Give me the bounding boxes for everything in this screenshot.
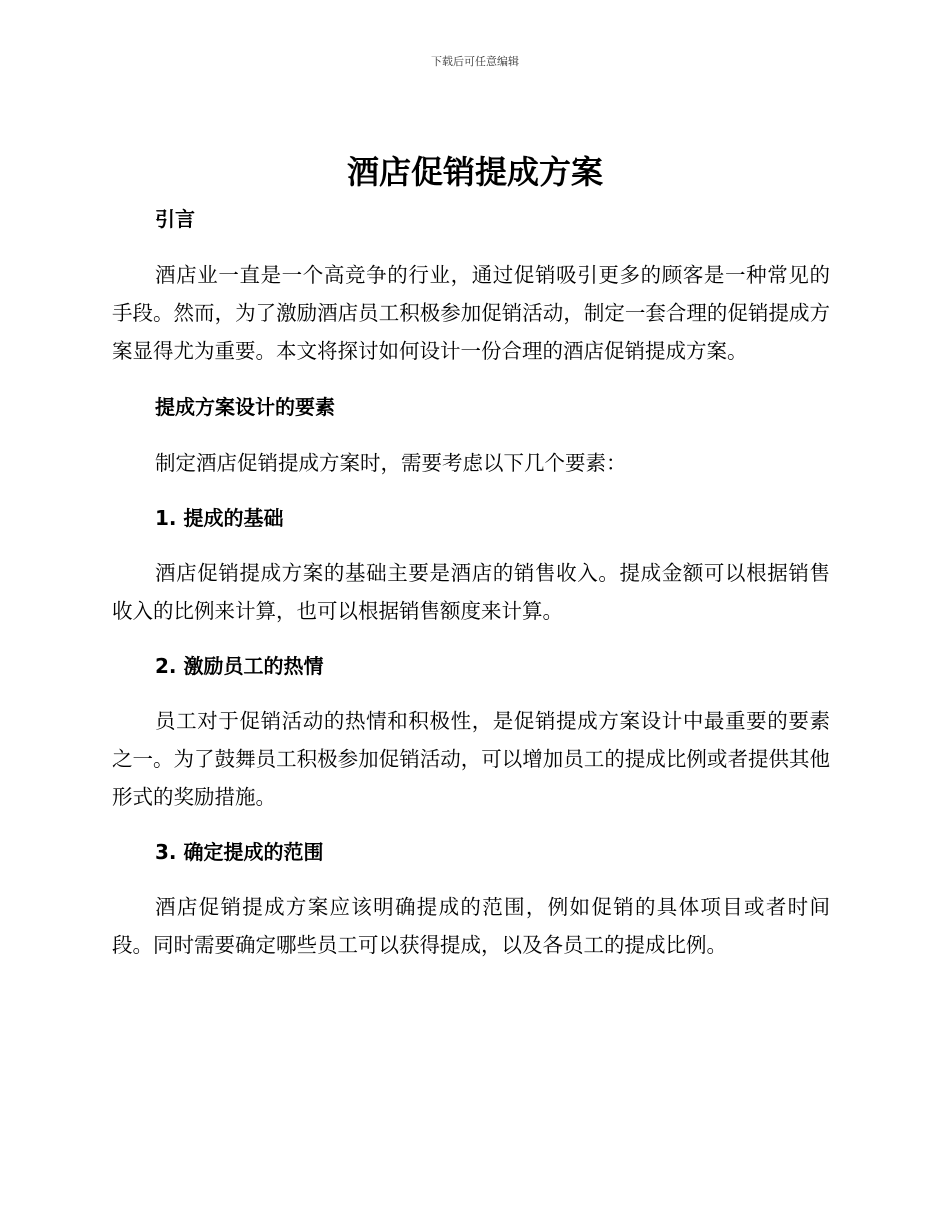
paragraph-intro: 酒店业一直是一个高竞争的行业，通过促销吸引更多的顾客是一种常见的手段。然而，为了激励酒店员工积极参加促销活动，制定一套合理的促销提成方案显得尤为重要。本文将探讨如何设计一份合理的酒店促销提成方案。 <box>112 263 830 363</box>
paragraph-motivation: 员工对于促销活动的热情和积极性，是促销提成方案设计中最重要的要素之一。为了鼓舞员工积极参加促销活动，可以增加员工的提成比例或者提供其他形式的奖励措施。 <box>112 709 830 809</box>
section-heading-basis: 1. 提成的基础 <box>155 506 284 530</box>
header-note: 下载后可任意编辑 <box>431 55 519 68</box>
paragraph-elements-intro: 制定酒店促销提成方案时，需要考虑以下几个要素： <box>155 451 627 475</box>
section-heading-intro: 引言 <box>155 207 195 231</box>
section-heading-motivation: 2. 激励员工的热情 <box>155 654 324 678</box>
paragraph-scope: 酒店促销提成方案应该明确提成的范围，例如促销的具体项目或者时间段。同时需要确定哪些员工可以获得提成，以及各员工的提成比例。 <box>112 895 830 957</box>
section-heading-elements: 提成方案设计的要素 <box>155 395 335 419</box>
document-body <box>112 200 830 964</box>
paragraph-basis: 酒店促销提成方案的基础主要是酒店的销售收入。提成金额可以根据销售收入的比例来计算，也可以根据销售额度来计算。 <box>112 561 830 623</box>
section-heading-scope: 3. 确定提成的范围 <box>155 840 324 864</box>
document-title: 酒店促销提成方案 <box>346 153 603 191</box>
